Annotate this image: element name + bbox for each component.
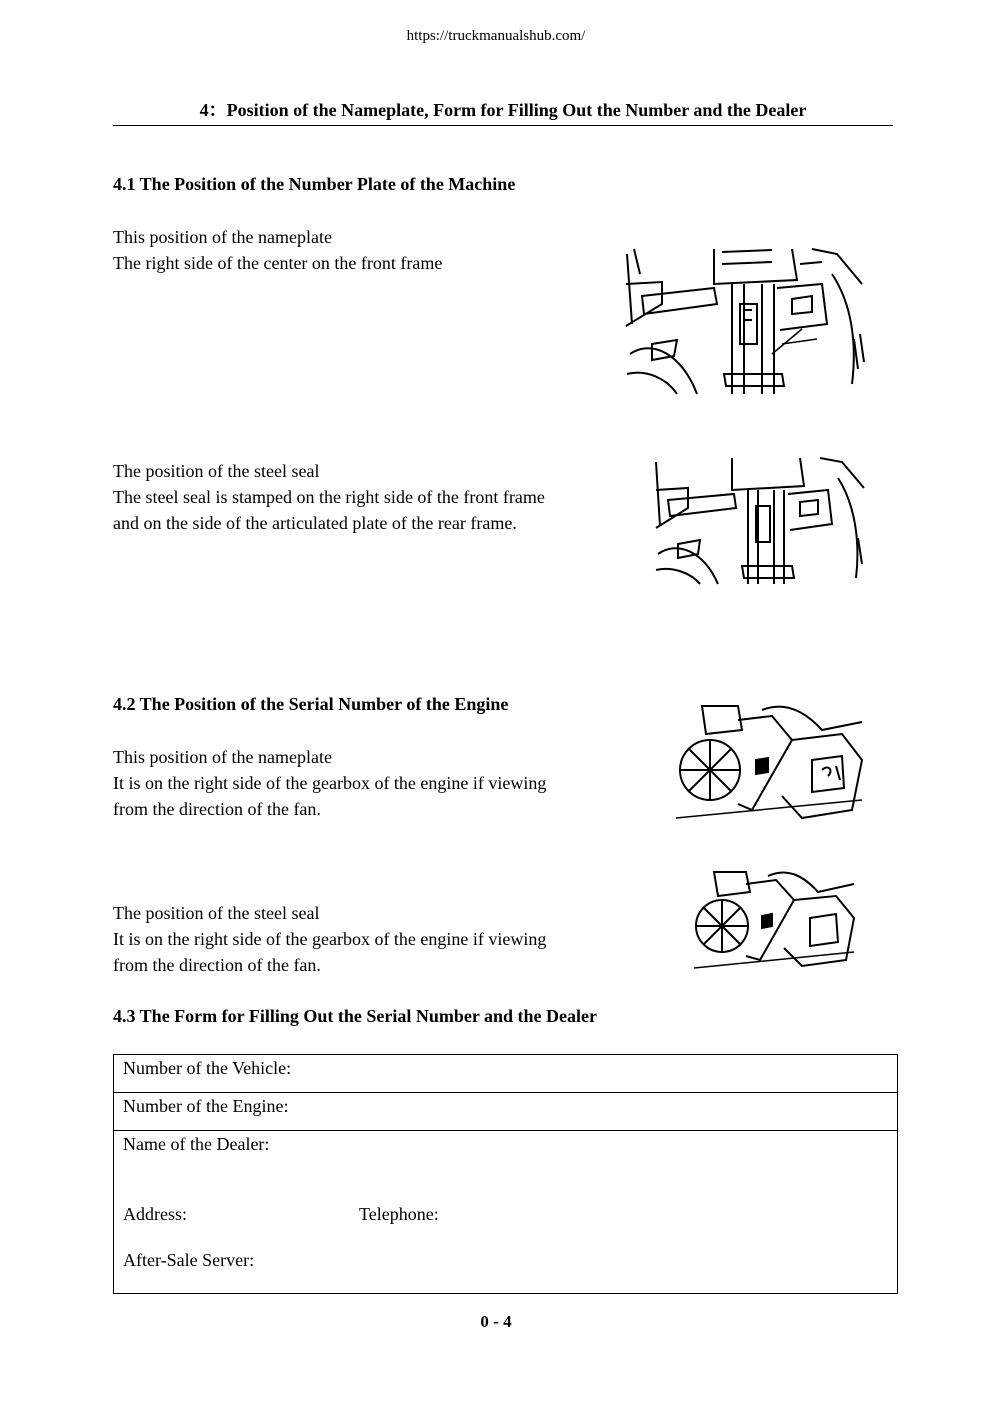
- text-line: The position of the steel seal: [113, 903, 320, 923]
- section-4-3-heading: 4.3 The Form for Filling Out the Serial Number and the Dealer: [113, 1006, 597, 1026]
- text-line: The steel seal is stamped on the right side of the front frame: [113, 487, 545, 507]
- dealer-name-label: Name of the Dealer:: [123, 1134, 270, 1154]
- section-4-1-heading: 4.1 The Position of the Number Plate of the Machine: [113, 174, 516, 194]
- text-line: It is on the right side of the gearbox of the engine if viewing: [113, 929, 547, 949]
- engine-steel-seal-drawing-icon: [690, 866, 860, 974]
- engine-number-row[interactable]: [114, 1093, 897, 1131]
- section-4-1-seal-text: [113, 458, 633, 536]
- engine-nameplate-drawing-icon: [672, 700, 870, 826]
- telephone-label: Telephone:: [359, 1204, 439, 1224]
- text-line: from the direction of the fan.: [113, 799, 321, 819]
- text-line: from the direction of the fan.: [113, 955, 321, 975]
- dealer-form-table: [113, 1054, 898, 1294]
- section-4-1-nameplate-text: [113, 224, 613, 276]
- vehicle-number-row[interactable]: [114, 1055, 897, 1093]
- engine-number-label: Number of the Engine:: [123, 1096, 289, 1116]
- text-line: and on the side of the articulated plate of the rear frame.: [113, 513, 517, 533]
- text-line: It is on the right side of the gearbox of the engine if viewing: [113, 773, 547, 793]
- text-line: The right side of the center on the front frame: [113, 253, 443, 273]
- frame-nameplate-drawing-icon: [622, 244, 870, 398]
- section-4-2-nameplate-text: [113, 744, 633, 822]
- dealer-info-row[interactable]: [114, 1131, 897, 1291]
- page-title: 4：Position of the Nameplate, Form for Filling Out the Number and the Dealer: [113, 96, 893, 126]
- text-line: This position of the nameplate: [113, 227, 332, 247]
- frame-steel-seal-drawing-icon: [652, 454, 870, 588]
- text-line: This position of the nameplate: [113, 747, 332, 767]
- source-url: https://truckmanualshub.com/: [406, 28, 586, 44]
- address-label: Address:: [123, 1204, 187, 1224]
- text-line: The position of the steel seal: [113, 461, 320, 481]
- section-4-2-heading: 4.2 The Position of the Serial Number of the Engine: [113, 694, 509, 714]
- section-4-2-seal-text: [113, 900, 633, 978]
- after-sale-server-label: After-Sale Server:: [123, 1250, 255, 1270]
- vehicle-number-label: Number of the Vehicle:: [123, 1058, 292, 1078]
- page-number: 0 - 4: [480, 1312, 512, 1331]
